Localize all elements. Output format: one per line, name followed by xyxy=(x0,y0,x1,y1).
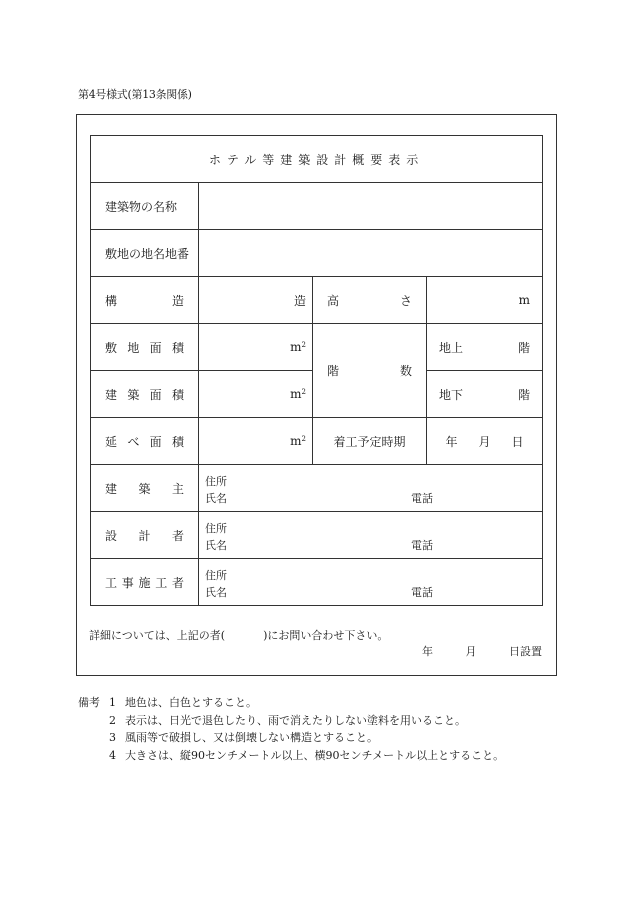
contractor-label-5: 者 xyxy=(171,575,184,590)
owner-name-label: 氏名 xyxy=(205,492,227,505)
remark-item xyxy=(78,747,504,765)
site-address-value xyxy=(199,230,543,277)
remark-text: 風雨等で破損し、又は倒壊しない構造とすること。 xyxy=(125,731,378,744)
owner-phone-label: 電話 xyxy=(411,492,433,505)
floors-label-cell xyxy=(313,324,427,418)
floor-area-unit-sup: 2 xyxy=(301,435,306,443)
below-ground-unit: 階 xyxy=(518,387,531,402)
contractor-label-4: 工 xyxy=(155,575,168,590)
inquiry-note xyxy=(89,627,388,643)
owner-address-label: 住所 xyxy=(205,475,227,488)
owner-label-cell xyxy=(91,465,199,512)
remarks xyxy=(78,694,504,764)
site-area-value xyxy=(199,324,313,371)
building-area-label-3: 面 xyxy=(149,387,162,402)
below-ground-cell xyxy=(427,371,543,418)
floor-area-label-3: 面 xyxy=(149,434,162,449)
designer-info-cell xyxy=(199,512,543,559)
site-area-unit: m xyxy=(290,340,302,354)
height-label-1: 高 xyxy=(327,293,340,308)
designer-label-cell xyxy=(91,512,199,559)
above-ground-cell xyxy=(427,324,543,371)
building-name-value xyxy=(199,183,543,230)
structure-label-2: 造 xyxy=(171,293,184,308)
contractor-label-1: 工 xyxy=(105,575,118,590)
remark-text: 地色は、白色とすること。 xyxy=(125,696,257,709)
inquiry-text-after: )にお問い合わせ下さい。 xyxy=(263,629,389,642)
site-area-label-3: 面 xyxy=(149,340,162,355)
floor-area-value xyxy=(199,418,313,465)
table-title: ホテル等建築設計概要表示 xyxy=(91,136,543,183)
remark-item xyxy=(78,694,504,712)
contractor-name-label: 氏名 xyxy=(205,586,227,599)
remark-number: 3 xyxy=(109,731,116,744)
start-year: 年 xyxy=(445,434,458,449)
start-day: 日 xyxy=(511,434,524,449)
remark-text: 表示は、日光で退色したり、雨で消えたりしない塗料を用いること。 xyxy=(125,713,466,727)
start-month: 月 xyxy=(478,434,491,449)
design-summary-table xyxy=(90,135,543,606)
above-ground-unit: 階 xyxy=(518,340,531,355)
building-area-value xyxy=(199,371,313,418)
owner-label-3: 主 xyxy=(171,481,184,496)
site-area-label-4: 積 xyxy=(171,340,184,355)
designer-address-label: 住所 xyxy=(205,522,227,535)
contractor-phone-label: 電話 xyxy=(411,586,433,599)
remark-number: 1 xyxy=(109,696,116,709)
height-label-2: さ xyxy=(399,293,412,308)
building-name-label: 建築物の名称 xyxy=(91,183,199,230)
install-month: 月 xyxy=(465,645,477,658)
contractor-label-cell xyxy=(91,559,199,606)
building-area-label-1: 建 xyxy=(105,387,118,402)
building-area-label-2: 築 xyxy=(127,387,140,402)
above-ground-label: 地上 xyxy=(439,340,464,355)
floor-area-label-1: 延 xyxy=(105,434,118,449)
building-area-unit: m xyxy=(290,387,302,401)
structure-label-cell xyxy=(91,277,199,324)
structure-label-1: 構 xyxy=(105,293,118,308)
remark-text: 大きさは、縦90センチメートル以上、横90センチメートル以上とすること。 xyxy=(125,748,505,762)
owner-label-1: 建 xyxy=(105,481,118,496)
start-time-value xyxy=(427,418,543,465)
below-ground-label: 地下 xyxy=(439,387,464,402)
site-area-label-1: 敷 xyxy=(105,340,118,355)
building-area-label-cell xyxy=(91,371,199,418)
floor-area-label-cell xyxy=(91,418,199,465)
designer-name-label: 氏名 xyxy=(205,539,227,552)
remarks-heading: 備考 xyxy=(78,696,100,709)
contractor-info-cell xyxy=(199,559,543,606)
designer-label-3: 者 xyxy=(171,528,184,543)
floor-area-unit: m xyxy=(290,434,302,448)
floors-label-2: 数 xyxy=(399,364,412,378)
owner-info-cell xyxy=(199,465,543,512)
site-area-label-2: 地 xyxy=(127,340,140,355)
remark-number: 4 xyxy=(109,748,116,762)
site-area-label-cell xyxy=(91,324,199,371)
remark-item xyxy=(78,712,504,730)
remark-number: 2 xyxy=(109,713,116,727)
contractor-label-2: 事 xyxy=(121,575,134,590)
install-day: 日設置 xyxy=(509,645,542,658)
start-time-label: 着工予定時期 xyxy=(313,418,427,465)
remark-item xyxy=(78,729,504,747)
sign-board-frame xyxy=(76,114,557,676)
owner-label-2: 築 xyxy=(138,481,151,496)
site-area-unit-sup: 2 xyxy=(301,341,306,349)
building-area-label-4: 積 xyxy=(171,387,184,402)
floors-label-1: 階 xyxy=(327,364,340,378)
structure-value: 造 xyxy=(199,277,313,324)
designer-label-2: 計 xyxy=(138,528,151,543)
install-date xyxy=(422,643,542,659)
site-address-label: 敷地の地名地番 xyxy=(91,230,199,277)
designer-phone-label: 電話 xyxy=(411,539,433,552)
designer-label-1: 設 xyxy=(105,528,118,543)
floor-area-label-2: べ xyxy=(127,434,140,449)
height-value: m xyxy=(427,277,543,324)
form-number: 第4号様式(第13条関係) xyxy=(78,88,192,101)
contractor-label-3: 施 xyxy=(138,575,151,590)
height-label-cell xyxy=(313,277,427,324)
install-year: 年 xyxy=(422,645,433,658)
contractor-address-label: 住所 xyxy=(205,569,227,582)
building-area-unit-sup: 2 xyxy=(301,388,306,396)
floor-area-label-4: 積 xyxy=(171,434,184,449)
inquiry-text-before: 詳細については、上記の者( xyxy=(89,629,226,642)
